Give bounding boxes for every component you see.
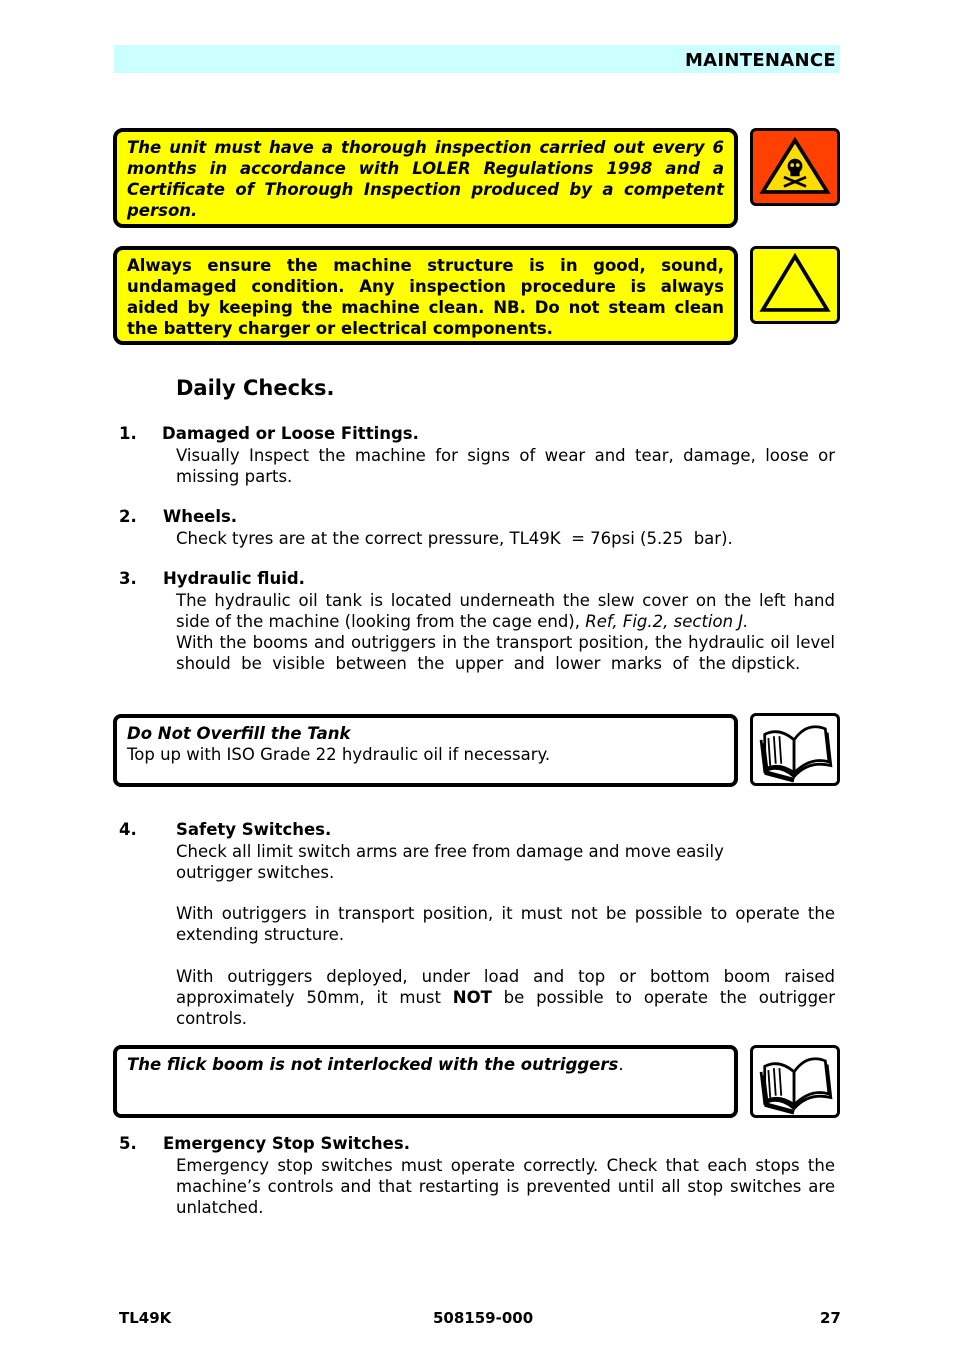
daily-checks-title: Daily Checks. — [176, 376, 335, 400]
item-5-body: Emergency stop switches must operate correctly. Check that each stops the machine’s controls and that restarting is prevented until all stop switches are unlatched. — [176, 1156, 835, 1217]
caution-triangle-icon — [750, 246, 840, 324]
footer-doc-number: 508159-000 — [433, 1309, 534, 1327]
header-section-title: MAINTENANCE — [684, 50, 836, 71]
flick-boom-note-period: . — [618, 1055, 624, 1074]
item-5-heading: Emergency Stop Switches. — [163, 1134, 410, 1153]
item-4-body-1-line-2: outrigger switches. — [176, 863, 335, 882]
inspection-warning-box — [113, 128, 738, 228]
inspection-warning-text: The unit must have a thorough inspection carried out every 6 months in accordance with LOLER Regulations 1998 and a Certificate of Thorough Inspection produced by a competent person. — [127, 138, 724, 220]
item-1-number: 1. — [119, 424, 137, 443]
item-3-heading: Hydraulic fluid. — [163, 569, 305, 588]
item-4-body-3-text-end: be possible to operate the outrigger controls. — [176, 988, 835, 1028]
item-3-figure-reference: Ref, Fig.2, section J. — [585, 612, 749, 631]
overfill-note-box — [113, 714, 738, 787]
overfill-note-body: Top up with ISO Grade 22 hydraulic oil if necessary. — [127, 745, 551, 764]
overfill-note-title: Do Not Overfill the Tank — [127, 724, 351, 743]
item-3-body — [176, 590, 846, 674]
item-3-number: 3. — [119, 569, 137, 588]
open-book-icon — [750, 713, 840, 786]
open-book-icon — [750, 1045, 840, 1118]
item-4-heading: Safety Switches. — [176, 820, 332, 839]
item-4-body-3-text: With outriggers deployed, under load and top or bottom boom raised approximately 50mm, it must — [176, 967, 835, 1007]
structure-warning-box — [113, 246, 738, 345]
header-band — [114, 45, 840, 73]
item-4-body-2: With outriggers in transport position, it must not be possible to operate the extending structure. — [176, 904, 835, 944]
flick-boom-note-text: The flick boom is not interlocked with the outriggers — [127, 1055, 619, 1074]
skull-crossbones-warning-icon — [750, 128, 840, 206]
item-4-body-1 — [176, 841, 835, 883]
item-4-body-3 — [176, 966, 835, 1029]
item-3-body-text-2: With the booms and outriggers in the transport position, the hydraulic oil level should be visible between the upper and lower marks of the dipstick. — [176, 633, 846, 673]
item-4-body-3-emphasis: NOT — [452, 988, 492, 1007]
structure-warning-text: Always ensure the machine structure is in good, sound, undamaged condition. Any inspection procedure is always aided by keeping the machine clean. NB. Do not steam clean the battery charger or electrical components. — [127, 256, 724, 338]
item-1-body: Visually Inspect the machine for signs of wear and tear, damage, loose or missing parts. — [176, 446, 835, 486]
item-2-heading: Wheels. — [163, 507, 238, 526]
item-4-number: 4. — [119, 820, 137, 839]
flick-boom-note-box — [113, 1045, 738, 1118]
footer-model: TL49K — [119, 1309, 172, 1327]
item-1-heading: Damaged or Loose Fittings. — [162, 424, 419, 443]
item-4-body-1-line-1: Check all limit switch arms are free from damage and move easily — [176, 842, 724, 861]
item-2-number: 2. — [119, 507, 137, 526]
item-5-number: 5. — [119, 1134, 137, 1153]
footer-page-number: 27 — [820, 1309, 841, 1327]
item-2-body: Check tyres are at the correct pressure, TL49K = 76psi (5.25 bar). — [176, 529, 733, 548]
item-3-body-text: The hydraulic oil tank is located underneath the slew cover on the left hand side of the machine (looking from the cage end), — [176, 591, 835, 631]
